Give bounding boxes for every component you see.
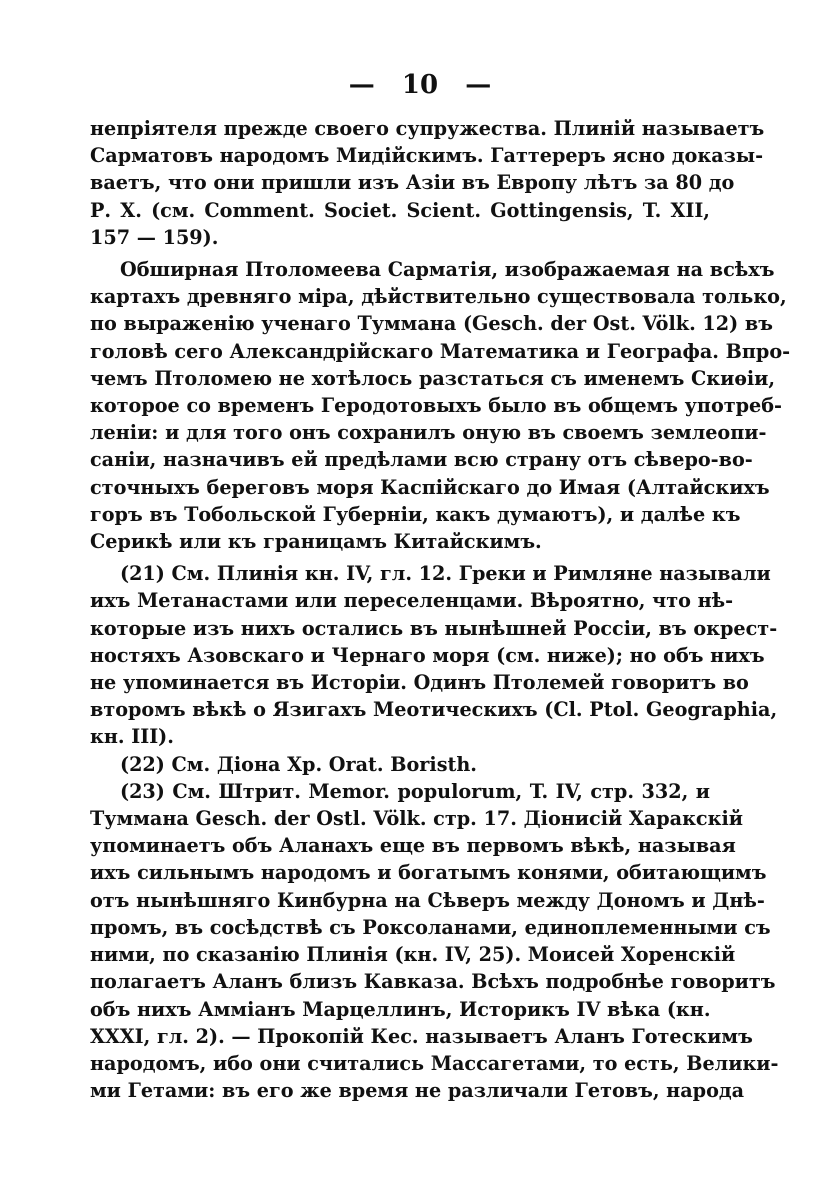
- text-line: народомъ, ибо они считались Массагетами, то есть, Велики-: [90, 1051, 779, 1075]
- text-line: леніи: и для того онъ сохранилъ оную въ своемъ землеопи-: [90, 421, 767, 445]
- text-line: головѣ сего Александрійскаго Математика и Географа. Впро-: [90, 339, 791, 363]
- text-line: Туммана Gesch. der Ostl. Völk. стр. 17. Діонисій Харакскій: [90, 807, 743, 831]
- text-line: саніи, назначивъ ей предѣлами всю страну отъ сѣверо-во-: [90, 448, 753, 472]
- text-line: ними, по сказанію Плинія (кн. IV, 25). Моисей Хоренскій: [90, 943, 736, 967]
- text-line: отъ нынѣшняго Кинбурна на Сѣверъ между Дономъ и Днѣ-: [90, 888, 765, 912]
- text-line: промъ, въ сосѣдствѣ съ Роксоланами, единоплеменными съ: [90, 915, 771, 939]
- text-line: ваетъ, что они пришли изъ Азіи въ Европу лѣтъ за 80 до: [90, 171, 735, 195]
- text-line: картахъ древняго міра, дѣйствительно существовала только,: [90, 285, 787, 309]
- text-line: Р. Х. (см. Comment. Societ. Scient. Gottingensis, T. XII,: [90, 198, 710, 222]
- text-line: непріятеля прежде своего супружества. Плиній называетъ: [90, 117, 765, 140]
- header-dash-left: —: [348, 70, 375, 100]
- text-line: сточныхъ береговъ моря Каспійскаго до Имая (Алтайскихъ: [90, 475, 770, 499]
- footnote-22-line: (22) См. Діона Хр. Orat. Boristh.: [120, 752, 477, 776]
- text-line: Серикѣ или къ границамъ Китайскимъ.: [90, 530, 542, 554]
- text-line: по выраженію ученаго Туммана (Gesch. der Ost. Völk. 12) въ: [90, 312, 773, 336]
- text-line: объ нихъ Амміанъ Марцеллинъ, Историкъ IV вѣка (кн.: [90, 997, 711, 1021]
- text-line: 157 — 159).: [90, 225, 219, 249]
- text-line: которые изъ нихъ остались въ нынѣшней Россіи, въ окрест-: [90, 616, 778, 640]
- text-line: чемъ Птоломею не хотѣлось разстаться съ именемъ Скиѳіи,: [90, 366, 776, 390]
- text-line: кн. III).: [90, 725, 174, 749]
- text-line: Обширная Птоломеева Сарматія, изображаемая на всѣхъ: [120, 258, 775, 282]
- body-text: [90, 115, 791, 1104]
- text-line: ностяхъ Азовскаго и Чернаго моря (см. ниже); но объ нихъ: [90, 643, 765, 667]
- footnote-21-line: (21) См. Плинія кн. IV, гл. 12. Греки и Римляне называли: [120, 562, 771, 586]
- text-line: ми Гетами: въ его же время не различали Гетовъ, народа: [90, 1079, 745, 1103]
- text-line: которое со временъ Геродотовыхъ было въ общемъ употреб-: [90, 394, 783, 418]
- footnote-23-line: (23) См. Штрит. Memor. populorum, T. IV, стр. 332, и: [120, 779, 710, 803]
- text-line: ихъ сильнымъ народомъ и богатымъ конями, обитающимъ: [90, 861, 767, 885]
- text-line: XXXI, гл. 2). — Прокопій Кес. называетъ Аланъ Готескимъ: [90, 1024, 753, 1048]
- text-line: Сарматовъ народомъ Мидійскимъ. Гаттереръ ясно доказы-: [90, 144, 764, 168]
- text-line: второмъ вѣкѣ о Язигахъ Меотическихъ (Cl. Ptol. Geographia,: [90, 698, 778, 722]
- text-line: не упоминается въ Исторіи. Одинъ Птолемей говоритъ во: [90, 671, 749, 695]
- text-line: горъ въ Тобольской Губерніи, какъ думаютъ), и далѣе къ: [90, 502, 741, 526]
- header-dash-right: —: [465, 70, 492, 100]
- text-line: полагаетъ Аланъ близъ Кавказа. Всѣхъ подробнѣе говоритъ: [90, 970, 776, 994]
- text-line: упоминаетъ объ Аланахъ еще въ первомъ вѣкѣ, называя: [90, 834, 736, 858]
- text-line: ихъ Метанастами или переселенцами. Вѣроятно, что нѣ-: [90, 589, 734, 613]
- page-number: 10: [401, 70, 439, 100]
- page-header: [0, 70, 840, 100]
